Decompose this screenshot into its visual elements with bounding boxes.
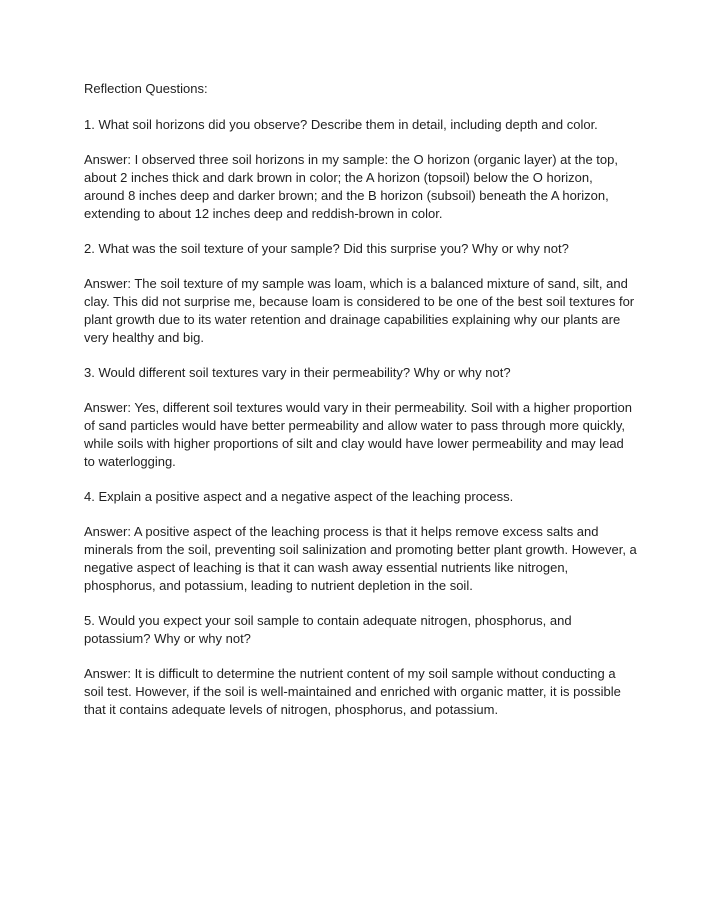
document-body — [84, 80, 644, 736]
document-heading: Reflection Questions: — [84, 81, 208, 96]
question-1: 1. What soil horizons did you observe? Describe them in detail, including depth and color. — [84, 117, 598, 132]
answer-1: Answer: I observed three soil horizons in my sample: the O horizon (organic layer) at the top, about 2 inches thick and dark brown in color; the A horizon (topsoil) below the O horizon, around 8 inches deep and darker brown; and the B horizon (subsoil) beneath the A horizon, extending to about 12 inches deep and reddish-brown in color. — [84, 152, 618, 221]
question-3: 3. Would different soil textures vary in their permeability? Why or why not? — [84, 365, 511, 380]
answer-2: Answer: The soil texture of my sample was loam, which is a balanced mixture of sand, silt, and clay. This did not surprise me, because loam is considered to be one of the best soil textures for plant growth due to its water retention and drainage capabilities explaining why our plants are very healthy and big. — [84, 276, 635, 345]
question-4: 4. Explain a positive aspect and a negative aspect of the leaching process. — [84, 489, 514, 504]
question-5: 5. Would you expect your soil sample to contain adequate nitrogen, phosphorus, and potassium? Why or why not? — [84, 613, 572, 646]
answer-3: Answer: Yes, different soil textures would vary in their permeability. Soil with a higher proportion of sand particles would have better permeability and allow water to pass through more quickly, while soils with higher proportions of silt and clay would have lower permeability and may lead to waterlogging. — [84, 400, 632, 469]
question-2: 2. What was the soil texture of your sample? Did this surprise you? Why or why not? — [84, 241, 569, 256]
answer-4: Answer: A positive aspect of the leaching process is that it helps remove excess salts and minerals from the soil, preventing soil salinization and promoting better plant growth. However, a negative aspect of leaching is that it can wash away essential nutrients like nitrogen, phosphorus, and potassium, leading to nutrient depletion in the soil. — [84, 524, 637, 593]
answer-5: Answer: It is difficult to determine the nutrient content of my soil sample without conducting a soil test. However, if the soil is well-maintained and enriched with organic matter, it is possible that it contains adequate levels of nitrogen, phosphorus, and potassium. — [84, 666, 621, 717]
